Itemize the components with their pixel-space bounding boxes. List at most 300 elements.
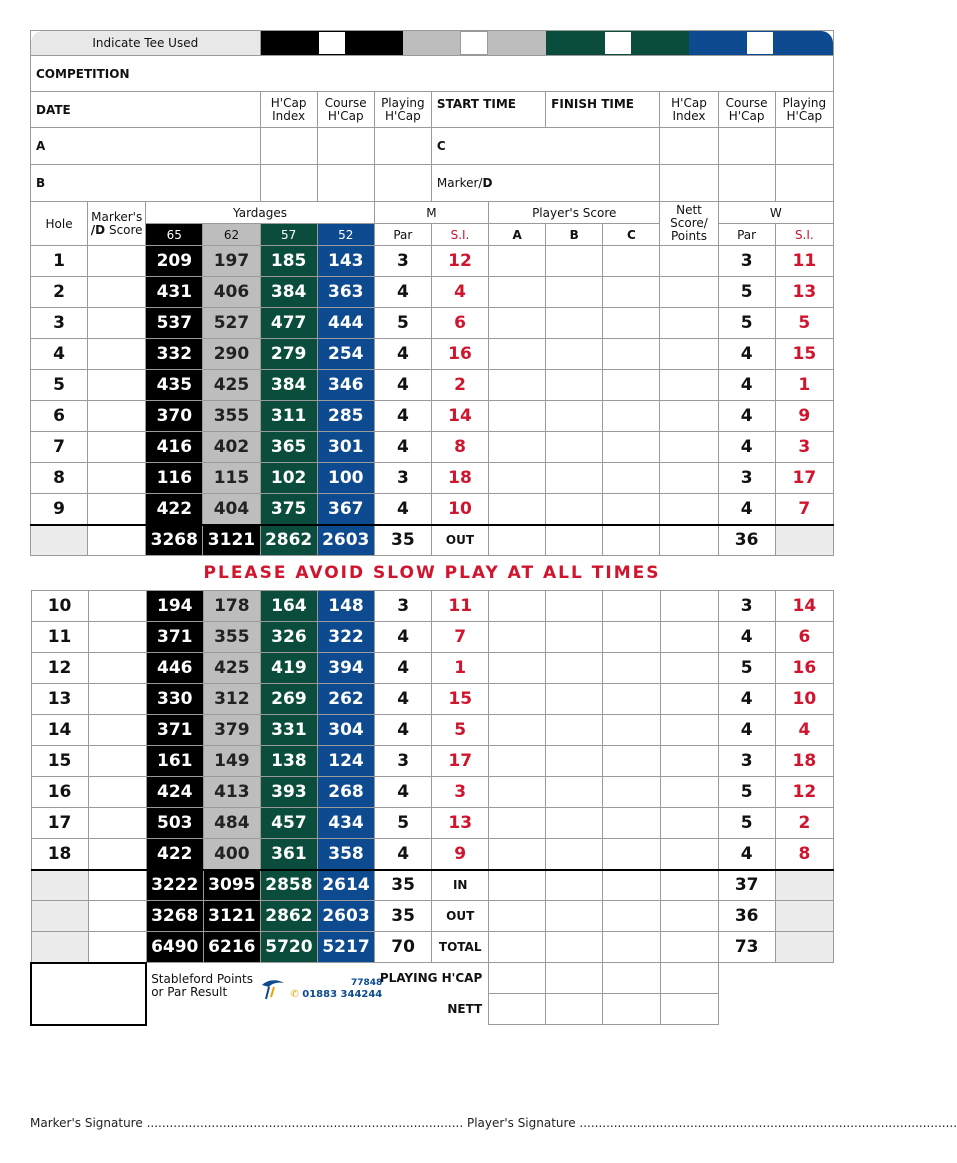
- score-c-cell[interactable]: [603, 622, 660, 653]
- score-b-cell[interactable]: [546, 370, 603, 401]
- marker-score-cell[interactable]: [88, 839, 146, 870]
- score-c-cell[interactable]: [603, 370, 660, 401]
- nett-score-cell[interactable]: [660, 622, 718, 653]
- marker-score-cell[interactable]: [88, 401, 146, 432]
- yardage-green: 419: [260, 653, 317, 684]
- stroke-index: 9: [432, 839, 489, 870]
- score-c-cell[interactable]: [603, 591, 660, 622]
- score-a-cell[interactable]: [489, 715, 546, 746]
- yardage-blue: 143: [317, 246, 374, 277]
- total-yard-blue: 5217: [317, 932, 374, 963]
- score-b-cell[interactable]: [546, 746, 603, 777]
- score-a-cell[interactable]: [489, 463, 546, 494]
- w-stroke-index: 7: [775, 494, 833, 525]
- hole-number: 16: [31, 777, 88, 808]
- total-label: OUT: [432, 901, 489, 932]
- marker-score-cell[interactable]: [88, 777, 146, 808]
- hole-number: 12: [31, 653, 88, 684]
- hole-number: 11: [31, 622, 88, 653]
- nett-score-cell[interactable]: [660, 246, 718, 277]
- total-a-cell[interactable]: [489, 870, 546, 901]
- tee-grey-swatch: [403, 31, 460, 55]
- score-b-cell[interactable]: [546, 622, 603, 653]
- score-c-cell[interactable]: [603, 494, 660, 525]
- score-b-cell[interactable]: [546, 277, 603, 308]
- hole-row: [31, 246, 834, 277]
- marker-signature-field[interactable]: ...................................................................................: [146, 1116, 464, 1130]
- yardage-blue: 434: [317, 808, 374, 839]
- yardage-blue: 394: [317, 653, 374, 684]
- marker-score-cell[interactable]: [88, 715, 146, 746]
- yardage-green: 393: [260, 777, 317, 808]
- player-c-hcap-index[interactable]: [660, 128, 718, 165]
- footer-row-1: [31, 963, 834, 994]
- yardage-blue: 444: [317, 308, 374, 339]
- stroke-index: 14: [431, 401, 488, 432]
- stroke-index: 3: [432, 777, 489, 808]
- par-value: 5: [374, 308, 431, 339]
- yardage-black: 435: [146, 370, 203, 401]
- total-par: 35: [374, 525, 431, 556]
- marker-hcap-index[interactable]: [660, 165, 718, 202]
- w-par-value: 4: [718, 432, 775, 463]
- total-yard-black: 6490: [146, 932, 203, 963]
- score-b-cell[interactable]: [546, 808, 603, 839]
- marker-d-label: D: [482, 176, 493, 190]
- w-par-value: 4: [718, 401, 775, 432]
- total-a-cell[interactable]: [489, 932, 546, 963]
- yardage-black: 431: [146, 277, 203, 308]
- total-c-cell[interactable]: [603, 901, 660, 932]
- logo-area: [260, 963, 383, 1025]
- player-signature-field[interactable]: ...................................................................................................: [579, 1116, 957, 1130]
- yardage-blue: 100: [317, 463, 374, 494]
- yardage-white: 425: [203, 370, 260, 401]
- tee-green-swatch-2: [632, 31, 689, 55]
- nett-score-cell[interactable]: [660, 339, 718, 370]
- player-a-hcap-index[interactable]: [260, 128, 317, 165]
- stroke-index: 8: [431, 432, 488, 463]
- w-par-value: 5: [718, 777, 775, 808]
- yardage-white: 312: [203, 684, 260, 715]
- hole-row: [31, 839, 834, 870]
- marker-field[interactable]: [431, 165, 660, 202]
- yardage-blue: 124: [317, 746, 374, 777]
- score-b-cell[interactable]: [546, 432, 603, 463]
- score-a-cell[interactable]: [489, 308, 546, 339]
- w-par-value: 4: [718, 839, 775, 870]
- player-b-hcap-index[interactable]: [260, 165, 317, 202]
- footer-hcap-nett[interactable]: [660, 963, 718, 994]
- marker-score-cell[interactable]: [88, 463, 146, 494]
- w-par-value: 4: [718, 339, 775, 370]
- footer-nett-a[interactable]: [489, 994, 546, 1025]
- hole-number: 8: [31, 463, 88, 494]
- marker-score-cell[interactable]: [88, 432, 146, 463]
- marker-playing-hcap[interactable]: [775, 165, 833, 202]
- tee-blue-swatch: [689, 31, 746, 55]
- phone-text: 01883 344244: [302, 989, 383, 1000]
- back-nine-table: [30, 590, 834, 1026]
- yardage-black: 370: [146, 401, 203, 432]
- start-time-field[interactable]: START TIME: [431, 92, 545, 128]
- total-c-cell[interactable]: [603, 870, 660, 901]
- total-yard-green: 2862: [260, 525, 317, 556]
- hole-number: 7: [31, 432, 88, 463]
- yardage-white: 197: [203, 246, 260, 277]
- score-label: Score: [105, 222, 143, 237]
- yardage-black: 416: [146, 432, 203, 463]
- hole-number: 10: [31, 591, 88, 622]
- w-stroke-index: 8: [775, 839, 833, 870]
- marker-score-cell[interactable]: [88, 339, 146, 370]
- total-shade: [31, 901, 88, 932]
- total-w-shade: [775, 932, 833, 963]
- nett-score-cell[interactable]: [660, 401, 718, 432]
- yardage-blue: 301: [317, 432, 374, 463]
- nett-score-cell[interactable]: [660, 432, 718, 463]
- total-marker-cell[interactable]: [88, 901, 146, 932]
- marker-score-cell[interactable]: [88, 808, 146, 839]
- w-par-value: 4: [718, 622, 775, 653]
- scorecard: [30, 30, 834, 1026]
- yardage-green: 102: [260, 463, 317, 494]
- marker-score-cell[interactable]: [88, 370, 146, 401]
- score-c-cell[interactable]: [603, 277, 660, 308]
- players-score-header: Player's Score: [489, 202, 660, 224]
- yardage-blue: 367: [317, 494, 374, 525]
- w-par-value: 3: [718, 591, 775, 622]
- total-yard-black: 3268: [146, 901, 203, 932]
- player-b-course-hcap[interactable]: [317, 165, 374, 202]
- yardage-white: 413: [203, 777, 260, 808]
- total-row: [31, 932, 834, 963]
- w-stroke-index: 17: [775, 463, 833, 494]
- slow-play-notice: PLEASE AVOID SLOW PLAY AT ALL TIMES: [203, 563, 661, 583]
- yardage-black: 537: [146, 308, 203, 339]
- yardage-green: 384: [260, 370, 317, 401]
- score-a-cell[interactable]: [489, 494, 546, 525]
- total-c-cell[interactable]: [603, 932, 660, 963]
- total-marker-cell[interactable]: [88, 932, 146, 963]
- phone-top: 77848: [350, 978, 383, 988]
- yardage-green: 331: [260, 715, 317, 746]
- footer-nett-c[interactable]: [603, 994, 660, 1025]
- marker-score-cell[interactable]: [88, 622, 146, 653]
- score-a-cell[interactable]: [489, 653, 546, 684]
- w-stroke-index: 13: [775, 277, 833, 308]
- yardage-black: 446: [146, 653, 203, 684]
- total-yard-white: 6216: [203, 932, 260, 963]
- tee-blue-swatch-2: [774, 31, 833, 55]
- yardage-black: 503: [146, 808, 203, 839]
- stroke-index: 12: [431, 246, 488, 277]
- score-c-cell[interactable]: [603, 777, 660, 808]
- yardage-black: 116: [146, 463, 203, 494]
- score-c-cell[interactable]: [603, 308, 660, 339]
- score-a-cell[interactable]: [489, 370, 546, 401]
- total-yard-white: 3095: [203, 870, 260, 901]
- result-box[interactable]: [31, 963, 146, 1025]
- back-totals: [31, 870, 834, 963]
- tee-grey-swatch-2: [488, 31, 546, 55]
- stroke-index: 5: [432, 715, 489, 746]
- total-marker-cell[interactable]: [88, 525, 146, 556]
- par-value: 4: [375, 684, 432, 715]
- marker-score-cell[interactable]: [88, 277, 146, 308]
- score-a-cell[interactable]: [489, 839, 546, 870]
- d-label: /D: [90, 222, 106, 237]
- score-a-cell[interactable]: [489, 808, 546, 839]
- par-value: 4: [375, 622, 432, 653]
- score-b-cell[interactable]: [546, 308, 603, 339]
- total-marker-cell[interactable]: [88, 870, 146, 901]
- hole-row: [31, 308, 834, 339]
- score-a-cell[interactable]: [489, 777, 546, 808]
- player-b-playing-hcap[interactable]: [374, 165, 431, 202]
- w-stroke-index: 3: [775, 432, 833, 463]
- nett-score-cell[interactable]: [660, 839, 718, 870]
- player-a-course-hcap[interactable]: [317, 128, 374, 165]
- marker-score-cell[interactable]: [88, 684, 146, 715]
- total-row: [31, 870, 834, 901]
- footer-nett-nett[interactable]: [660, 994, 718, 1025]
- par-value: 5: [375, 808, 432, 839]
- hole-row: [31, 463, 834, 494]
- competition-field[interactable]: COMPETITION: [31, 56, 834, 92]
- total-b-cell[interactable]: [546, 901, 603, 932]
- stroke-index: 16: [431, 339, 488, 370]
- total-w-par: 36: [718, 901, 775, 932]
- player-a-field[interactable]: A: [31, 128, 261, 165]
- yardage-black: 371: [146, 715, 203, 746]
- hcap-index-label-2: H'Cap Index: [660, 92, 718, 128]
- score-c-cell[interactable]: [603, 401, 660, 432]
- score-b-cell[interactable]: [546, 653, 603, 684]
- date-field[interactable]: DATE: [31, 92, 261, 128]
- footer-hcap-b[interactable]: [546, 963, 603, 994]
- par-value: 4: [374, 370, 431, 401]
- footer-hcap-a[interactable]: [489, 963, 546, 994]
- yardage-black: 209: [146, 246, 203, 277]
- total-par: 35: [375, 870, 432, 901]
- score-a-cell[interactable]: [489, 746, 546, 777]
- score-a-cell[interactable]: [489, 432, 546, 463]
- marker-score-cell[interactable]: [88, 746, 146, 777]
- yardage-white: 527: [203, 308, 260, 339]
- score-c-cell[interactable]: [603, 246, 660, 277]
- hole-number: 5: [31, 370, 88, 401]
- yardage-green: 185: [260, 246, 317, 277]
- nett-score-cell[interactable]: [660, 777, 718, 808]
- hole-row: [31, 277, 834, 308]
- hole-row: [31, 653, 834, 684]
- footer-hcap-c[interactable]: [603, 963, 660, 994]
- total-par: 35: [375, 901, 432, 932]
- par-value: 3: [374, 246, 431, 277]
- hole-number: 6: [31, 401, 88, 432]
- score-b-cell[interactable]: [546, 463, 603, 494]
- total-a-cell[interactable]: [489, 901, 546, 932]
- score-b-cell[interactable]: [546, 401, 603, 432]
- yardage-black: 194: [146, 591, 203, 622]
- player-c-field[interactable]: C: [431, 128, 660, 165]
- score-b-cell[interactable]: [546, 839, 603, 870]
- score-c-cell[interactable]: [603, 839, 660, 870]
- par-value: 3: [375, 591, 432, 622]
- bird-logo-icon: [260, 977, 286, 1001]
- tee-black-box[interactable]: [318, 31, 346, 55]
- tee-green-box[interactable]: [604, 31, 632, 55]
- hole-row: [31, 808, 834, 839]
- score-c-cell[interactable]: [603, 653, 660, 684]
- score-a-cell[interactable]: [489, 277, 546, 308]
- hole-row: [31, 339, 834, 370]
- total-w-shade: [775, 901, 833, 932]
- score-c-cell[interactable]: [603, 339, 660, 370]
- hole-row: [31, 401, 834, 432]
- total-shade: [31, 525, 88, 556]
- yardage-green: 279: [260, 339, 317, 370]
- score-b-cell[interactable]: [546, 246, 603, 277]
- yardage-white: 178: [203, 591, 260, 622]
- score-b-cell[interactable]: [546, 339, 603, 370]
- par-value: 4: [375, 839, 432, 870]
- score-a-cell[interactable]: [489, 401, 546, 432]
- yardage-white: 402: [203, 432, 260, 463]
- score-b-cell[interactable]: [546, 494, 603, 525]
- hole-number: 13: [31, 684, 88, 715]
- yardage-blue: 268: [317, 777, 374, 808]
- hole-number: 15: [31, 746, 88, 777]
- hole-row: [31, 591, 834, 622]
- yardage-black: 422: [146, 494, 203, 525]
- score-a-cell[interactable]: [489, 246, 546, 277]
- nett-score-cell[interactable]: [660, 591, 718, 622]
- total-a-cell[interactable]: [489, 525, 546, 556]
- player-b-field[interactable]: B: [31, 165, 261, 202]
- signature-line: [30, 1116, 957, 1130]
- total-yard-black: 3268: [146, 525, 203, 556]
- hole-number: 3: [31, 308, 88, 339]
- score-b-cell[interactable]: [546, 591, 603, 622]
- stroke-index: 7: [432, 622, 489, 653]
- w-par-value: 3: [718, 246, 775, 277]
- score-c-cell[interactable]: [603, 808, 660, 839]
- nett-score-cell[interactable]: [660, 277, 718, 308]
- yard-green-header: 57: [260, 224, 317, 246]
- stableford-label: Stableford Points or Par Result: [151, 972, 253, 999]
- nett-score-cell[interactable]: [660, 684, 718, 715]
- score-a-cell[interactable]: [489, 622, 546, 653]
- tee-blue-box[interactable]: [746, 31, 774, 55]
- w-stroke-index: 6: [775, 622, 833, 653]
- total-label: TOTAL: [432, 932, 489, 963]
- total-nett-cell[interactable]: [660, 901, 718, 932]
- marker-score-cell[interactable]: [88, 494, 146, 525]
- w-par-value: 5: [718, 653, 775, 684]
- hole-number: 17: [31, 808, 88, 839]
- finish-time-field[interactable]: FINISH TIME: [546, 92, 660, 128]
- nett-score-cell[interactable]: [660, 370, 718, 401]
- w-header: W: [718, 202, 833, 224]
- score-b-cell[interactable]: [546, 715, 603, 746]
- yardage-white: 355: [203, 401, 260, 432]
- score-b-cell[interactable]: [546, 777, 603, 808]
- tee-grey-box[interactable]: [460, 31, 488, 55]
- marker-score-cell[interactable]: [88, 653, 146, 684]
- total-yard-white: 3121: [203, 901, 260, 932]
- yard-black-header: 65: [146, 224, 203, 246]
- marker-score-cell[interactable]: [88, 246, 146, 277]
- score-c-cell[interactable]: [603, 463, 660, 494]
- stroke-index: 1: [432, 653, 489, 684]
- footer-spacer-2: [718, 994, 833, 1025]
- score-c-cell[interactable]: [603, 432, 660, 463]
- yard-blue-header: 52: [317, 224, 374, 246]
- yardage-white: 115: [203, 463, 260, 494]
- total-w-par: 73: [718, 932, 775, 963]
- nett-score-cell[interactable]: [660, 746, 718, 777]
- yardage-green: 269: [260, 684, 317, 715]
- marker-label: Marker/: [436, 176, 483, 190]
- player-c-course-hcap[interactable]: [718, 128, 775, 165]
- marker-score-cell[interactable]: [88, 591, 146, 622]
- total-nett-cell[interactable]: [660, 932, 718, 963]
- par-value: 4: [375, 715, 432, 746]
- w-stroke-index: 18: [775, 746, 833, 777]
- score-a-cell[interactable]: [489, 339, 546, 370]
- nett-score-cell[interactable]: [660, 494, 718, 525]
- nett-score-cell[interactable]: [660, 653, 718, 684]
- markers-label: Marker's: [91, 209, 143, 224]
- yardage-black: 161: [146, 746, 203, 777]
- score-a-cell[interactable]: [489, 591, 546, 622]
- score-c-cell[interactable]: [603, 715, 660, 746]
- total-nett-cell[interactable]: [660, 870, 718, 901]
- score-c-cell[interactable]: [603, 746, 660, 777]
- total-nett-cell[interactable]: [660, 525, 718, 556]
- nett-score-cell[interactable]: [660, 715, 718, 746]
- tee-strip: [31, 31, 834, 56]
- marker-score-cell[interactable]: [88, 308, 146, 339]
- w-stroke-index: 2: [775, 808, 833, 839]
- w-stroke-index: 5: [775, 308, 833, 339]
- nett-score-cell[interactable]: [660, 808, 718, 839]
- player-c-playing-hcap[interactable]: [775, 128, 833, 165]
- nett-score-cell[interactable]: [660, 308, 718, 339]
- score-c-cell[interactable]: [603, 684, 660, 715]
- score-a-cell[interactable]: [489, 684, 546, 715]
- footer-spacer: [718, 963, 833, 994]
- marker-course-hcap[interactable]: [718, 165, 775, 202]
- yardage-blue: 148: [317, 591, 374, 622]
- total-b-cell[interactable]: [546, 932, 603, 963]
- nett-score-cell[interactable]: [660, 463, 718, 494]
- par-value: 4: [374, 277, 431, 308]
- total-b-cell[interactable]: [546, 525, 603, 556]
- date-row: [31, 92, 834, 128]
- player-a-playing-hcap[interactable]: [374, 128, 431, 165]
- footer-nett-b[interactable]: [546, 994, 603, 1025]
- total-yard-green: 2862: [260, 901, 317, 932]
- total-b-cell[interactable]: [546, 870, 603, 901]
- score-b-cell[interactable]: [546, 684, 603, 715]
- total-c-cell[interactable]: [603, 525, 660, 556]
- hole-number: 14: [31, 715, 88, 746]
- yardage-white: 425: [203, 653, 260, 684]
- w-stroke-index: 16: [775, 653, 833, 684]
